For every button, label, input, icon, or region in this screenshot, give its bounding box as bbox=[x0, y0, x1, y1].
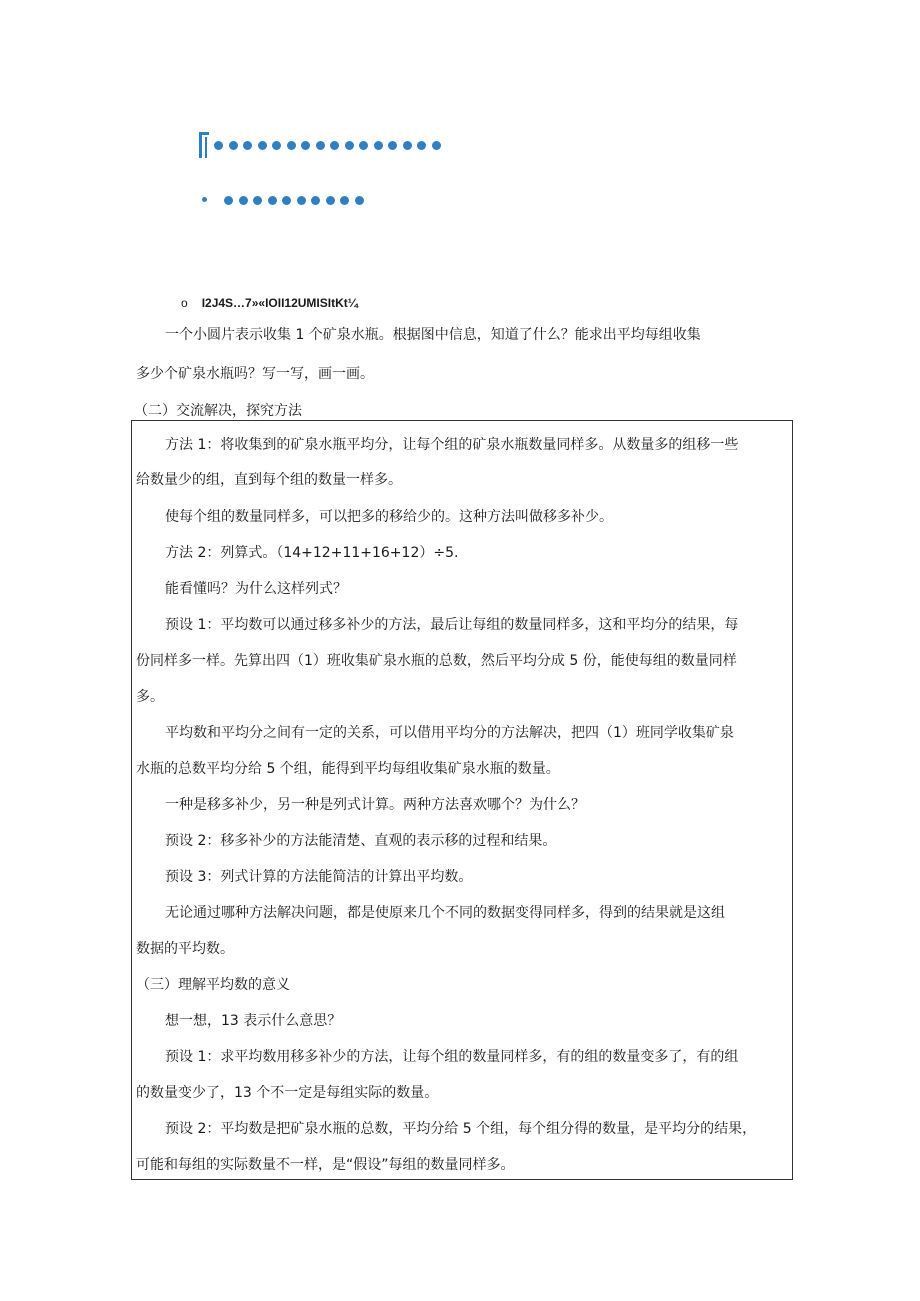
decorative-dot bbox=[282, 196, 291, 205]
decorative-dot bbox=[417, 141, 426, 150]
box-line: 给数量少的组，直到每个组的数量一样多。 bbox=[136, 472, 402, 488]
box-line: 想一想，13 表示什么意思？ bbox=[165, 1013, 342, 1029]
box-line: 份同样多一样。先算出四（1）班收集矿泉水瓶的总数，然后平均分成 5 份，能使每组的数量同样 bbox=[136, 653, 737, 669]
decorative-dot bbox=[297, 196, 306, 205]
box-line: 数据的平均数。 bbox=[136, 941, 234, 957]
decorative-dot bbox=[214, 141, 223, 150]
intro-line-2: 多少个矿泉水瓶吗？写一写，画一画。 bbox=[136, 366, 374, 382]
box-line: 方法 2：列算式。（14+12+11+16+12）÷5. bbox=[165, 545, 459, 561]
box-line: 一种是移多补少，另一种是列式计算。两种方法喜欢哪个？为什么？ bbox=[165, 797, 585, 813]
box-line: 预设 2：平均数是把矿泉水瓶的总数，平均分给 5 个组，每个组分得的数量，是平均分的结果， bbox=[165, 1121, 757, 1137]
box-line: 方法 1：将收集到的矿泉水瓶平均分，让每个组的矿泉水瓶数量同样多。从数量多的组移一些 bbox=[165, 437, 739, 453]
decorative-dot bbox=[258, 141, 267, 150]
decorative-dot bbox=[311, 196, 320, 205]
bullet-dot bbox=[202, 197, 207, 202]
decorative-dot bbox=[224, 196, 233, 205]
decorative-dot bbox=[359, 141, 368, 150]
box-line: 水瓶的总数平均分给 5 个组，能得到平均每组收集矿泉水瓶的数量。 bbox=[136, 761, 560, 777]
decorative-dot bbox=[388, 141, 397, 150]
box-line: 预设 1：求平均数用移多补少的方法，让每个组的数量同样多，有的组的数量变多了，有的组 bbox=[165, 1049, 739, 1065]
decorative-dot bbox=[340, 196, 349, 205]
box-line: 平均数和平均分之间有一定的关系，可以借用平均分的方法解决，把四（1）班同学收集矿泉 bbox=[165, 725, 734, 741]
decorative-dot bbox=[326, 196, 335, 205]
decorative-dot bbox=[374, 141, 383, 150]
box-line: 无论通过哪种方法解决问题，都是使原来几个不同的数据变得同样多，得到的结果就是这组 bbox=[165, 905, 725, 921]
decorative-dot bbox=[243, 141, 252, 150]
bracket-mark bbox=[199, 132, 209, 158]
section-title: （二）交流解决，探究方法 bbox=[134, 403, 302, 419]
box-line: 的数量变少了，13 个不一定是每组实际的数量。 bbox=[136, 1085, 439, 1101]
box-line: 预设 2：移多补少的方法能清楚、直观的表示移的过程和结果。 bbox=[165, 833, 557, 849]
decorative-dot bbox=[268, 196, 277, 205]
decorative-dot bbox=[330, 141, 339, 150]
decorative-dot bbox=[345, 141, 354, 150]
decorative-dot bbox=[355, 196, 364, 205]
box-line: 能看懂吗？为什么这样列式？ bbox=[165, 581, 347, 597]
box-line: 预设 3：列式计算的方法能简洁的计算出平均数。 bbox=[165, 869, 473, 885]
decorative-dot bbox=[239, 196, 248, 205]
decorative-dot bbox=[287, 141, 296, 150]
box-line: 可能和每组的实际数量不一样，是“假设”每组的数量同样多。 bbox=[136, 1157, 515, 1173]
decorative-dot bbox=[316, 141, 325, 150]
box-line: 预设 1：平均数可以通过移多补少的方法，最后让每组的数量同样多，这和平均分的结果，每 bbox=[165, 617, 739, 633]
decorative-dot bbox=[403, 141, 412, 150]
decorative-dot bbox=[272, 141, 281, 150]
decorative-dot bbox=[253, 196, 262, 205]
intro-line-1: 一个小圆片表示收集 1 个矿泉水瓶。根据图中信息，知道了什么？能求出平均每组收集 bbox=[165, 327, 701, 343]
heading-bullet: o bbox=[181, 296, 188, 310]
decorative-dot bbox=[432, 141, 441, 150]
decorative-dot bbox=[229, 141, 238, 150]
dot-row-2 bbox=[224, 196, 369, 205]
garbled-heading bbox=[181, 296, 358, 310]
box-line: 多。 bbox=[136, 689, 164, 705]
dot-row-1 bbox=[214, 141, 446, 150]
decorative-dot bbox=[301, 141, 310, 150]
heading-text: I2J4S…7»«IOII12UMISItKt¼ bbox=[201, 296, 358, 310]
box-line: 使每个组的数量同样多，可以把多的移给少的。这种方法叫做移多补少。 bbox=[165, 509, 613, 525]
box-line: （三）理解平均数的意义 bbox=[136, 977, 290, 993]
